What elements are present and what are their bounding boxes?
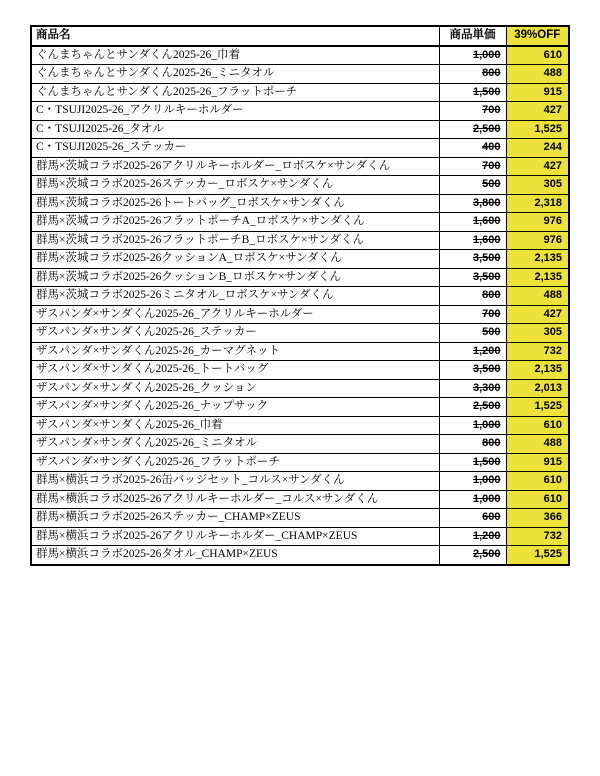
strikethrough-price: 2,500 <box>472 400 501 413</box>
product-name-cell: 群馬×茨城コラボ2025-26トートバッグ_ロボスケ×サンダくん <box>31 194 439 213</box>
unit-price-cell <box>439 139 506 158</box>
table-row <box>31 379 569 398</box>
table-row <box>31 213 569 232</box>
strikethrough-price: 1,500 <box>472 455 501 468</box>
table-row <box>31 435 569 454</box>
unit-price-cell <box>439 120 506 139</box>
unit-price-cell <box>439 250 506 269</box>
product-name-cell: 群馬×茨城コラボ2025-26アクリルキーホルダー_ロボスケ×サンダくん <box>31 157 439 176</box>
unit-price-cell <box>439 379 506 398</box>
strikethrough-price: 3,500 <box>472 252 501 265</box>
unit-price-cell <box>439 398 506 417</box>
table-row <box>31 472 569 491</box>
table-row <box>31 342 569 361</box>
table-row <box>31 546 569 565</box>
product-name-cell: ザスパンダ×サンダくん2025-26_フラットポーチ <box>31 453 439 472</box>
product-name-cell: ザスパンダ×サンダくん2025-26_ミニタオル <box>31 435 439 454</box>
table-row <box>31 194 569 213</box>
unit-price-cell <box>439 46 506 65</box>
table-row <box>31 398 569 417</box>
discount-price-cell: 976 <box>506 231 569 250</box>
table-row <box>31 231 569 250</box>
discount-price-cell: 305 <box>506 176 569 195</box>
table-row <box>31 139 569 158</box>
product-name-cell: 群馬×横浜コラボ2025-26タオル_CHAMP×ZEUS <box>31 546 439 565</box>
discount-price-cell: 732 <box>506 527 569 546</box>
table-row <box>31 324 569 343</box>
discount-price-cell: 976 <box>506 213 569 232</box>
strikethrough-price: 700 <box>482 307 501 320</box>
unit-price-cell <box>439 324 506 343</box>
table-row <box>31 287 569 306</box>
product-name-cell: 群馬×横浜コラボ2025-26アクリルキーホルダー_コルス×サンダくん <box>31 490 439 509</box>
product-name-cell: C・TSUJI2025-26_ステッカー <box>31 139 439 158</box>
unit-price-cell <box>439 102 506 121</box>
strikethrough-price: 800 <box>482 289 501 302</box>
column-header-product-name: 商品名 <box>31 26 439 46</box>
strikethrough-price: 700 <box>482 159 501 172</box>
unit-price-cell <box>439 268 506 287</box>
unit-price-cell <box>439 213 506 232</box>
product-name-cell: ザスパンダ×サンダくん2025-26_クッション <box>31 379 439 398</box>
discount-price-cell: 610 <box>506 490 569 509</box>
product-name-cell: ザスパンダ×サンダくん2025-26_トートバッグ <box>31 361 439 380</box>
strikethrough-price: 400 <box>482 141 501 154</box>
unit-price-cell <box>439 361 506 380</box>
strikethrough-price: 1,600 <box>472 233 501 246</box>
strikethrough-price: 1,000 <box>472 492 501 505</box>
product-name-cell: ぐんまちゃんとサンダくん2025-26_巾着 <box>31 46 439 65</box>
table-row <box>31 157 569 176</box>
discount-price-cell: 610 <box>506 46 569 65</box>
table-row <box>31 120 569 139</box>
discount-price-cell: 610 <box>506 472 569 491</box>
discount-price-cell: 488 <box>506 435 569 454</box>
column-header-unit-price: 商品単価 <box>439 26 506 46</box>
strikethrough-price: 1,000 <box>472 48 501 61</box>
product-name-cell: ザスパンダ×サンダくん2025-26_巾着 <box>31 416 439 435</box>
unit-price-cell <box>439 527 506 546</box>
discount-price-cell: 915 <box>506 453 569 472</box>
table-row <box>31 416 569 435</box>
product-name-cell: ぐんまちゃんとサンダくん2025-26_ミニタオル <box>31 65 439 84</box>
discount-price-cell: 2,135 <box>506 250 569 269</box>
product-name-cell: ぐんまちゃんとサンダくん2025-26_フラットポーチ <box>31 83 439 102</box>
discount-price-cell: 1,525 <box>506 120 569 139</box>
discount-price-cell: 427 <box>506 305 569 324</box>
product-name-cell: 群馬×横浜コラボ2025-26缶バッジセット_コルス×サンダくん <box>31 472 439 491</box>
unit-price-cell <box>439 490 506 509</box>
unit-price-cell <box>439 453 506 472</box>
discount-price-cell: 2,013 <box>506 379 569 398</box>
table-row <box>31 65 569 84</box>
strikethrough-price: 700 <box>482 104 501 117</box>
product-name-cell: 群馬×茨城コラボ2025-26クッションA_ロボスケ×サンダくん <box>31 250 439 269</box>
table-row <box>31 361 569 380</box>
strikethrough-price: 1,000 <box>472 474 501 487</box>
strikethrough-price: 1,500 <box>472 85 501 98</box>
strikethrough-price: 1,000 <box>472 418 501 431</box>
strikethrough-price: 2,500 <box>472 122 501 135</box>
strikethrough-price: 1,600 <box>472 215 501 228</box>
table-body <box>31 46 569 565</box>
discount-price-cell: 427 <box>506 102 569 121</box>
discount-price-cell: 610 <box>506 416 569 435</box>
discount-price-cell: 305 <box>506 324 569 343</box>
strikethrough-price: 800 <box>482 437 501 450</box>
discount-price-cell: 488 <box>506 65 569 84</box>
discount-price-cell: 2,135 <box>506 268 569 287</box>
table-row <box>31 102 569 121</box>
column-header-discount: 39%OFF <box>506 26 569 46</box>
unit-price-cell <box>439 65 506 84</box>
strikethrough-price: 600 <box>482 511 501 524</box>
table-row <box>31 490 569 509</box>
discount-price-cell: 732 <box>506 342 569 361</box>
table-row <box>31 268 569 287</box>
unit-price-cell <box>439 416 506 435</box>
unit-price-cell <box>439 509 506 528</box>
unit-price-cell <box>439 83 506 102</box>
discount-price-cell: 244 <box>506 139 569 158</box>
discount-price-cell: 427 <box>506 157 569 176</box>
unit-price-cell <box>439 176 506 195</box>
discount-price-cell: 2,318 <box>506 194 569 213</box>
strikethrough-price: 800 <box>482 67 501 80</box>
discount-price-cell: 488 <box>506 287 569 306</box>
header-row <box>31 26 569 46</box>
discount-price-cell: 1,525 <box>506 546 569 565</box>
strikethrough-price: 500 <box>482 178 501 191</box>
product-name-cell: ザスパンダ×サンダくん2025-26_カーマグネット <box>31 342 439 361</box>
product-name-cell: 群馬×横浜コラボ2025-26アクリルキーホルダー_CHAMP×ZEUS <box>31 527 439 546</box>
unit-price-cell <box>439 435 506 454</box>
product-name-cell: ザスパンダ×サンダくん2025-26_アクリルキーホルダー <box>31 305 439 324</box>
discount-price-cell: 1,525 <box>506 398 569 417</box>
product-name-cell: C・TSUJI2025-26_アクリルキーホルダー <box>31 102 439 121</box>
unit-price-cell <box>439 231 506 250</box>
strikethrough-price: 1,200 <box>472 529 501 542</box>
price-table <box>30 25 570 566</box>
unit-price-cell <box>439 472 506 491</box>
strikethrough-price: 3,500 <box>472 270 501 283</box>
discount-price-cell: 2,135 <box>506 361 569 380</box>
unit-price-cell <box>439 194 506 213</box>
table-row <box>31 509 569 528</box>
table-row <box>31 453 569 472</box>
unit-price-cell <box>439 157 506 176</box>
unit-price-cell <box>439 546 506 565</box>
unit-price-cell <box>439 305 506 324</box>
product-name-cell: ザスパンダ×サンダくん2025-26_ナップサック <box>31 398 439 417</box>
discount-price-cell: 915 <box>506 83 569 102</box>
table-row <box>31 305 569 324</box>
product-name-cell: 群馬×茨城コラボ2025-26フラットポーチB_ロボスケ×サンダくん <box>31 231 439 250</box>
product-name-cell: C・TSUJI2025-26_タオル <box>31 120 439 139</box>
product-name-cell: 群馬×茨城コラボ2025-26ステッカー_ロボスケ×サンダくん <box>31 176 439 195</box>
product-name-cell: 群馬×茨城コラボ2025-26ミニタオル_ロボスケ×サンダくん <box>31 287 439 306</box>
table-row <box>31 46 569 65</box>
table-row <box>31 250 569 269</box>
table-row <box>31 176 569 195</box>
discount-price-cell: 366 <box>506 509 569 528</box>
product-name-cell: 群馬×茨城コラボ2025-26フラットポーチA_ロボスケ×サンダくん <box>31 213 439 232</box>
strikethrough-price: 3,500 <box>472 363 501 376</box>
product-name-cell: 群馬×横浜コラボ2025-26ステッカー_CHAMP×ZEUS <box>31 509 439 528</box>
strikethrough-price: 1,200 <box>472 344 501 357</box>
product-name-cell: 群馬×茨城コラボ2025-26クッションB_ロボスケ×サンダくん <box>31 268 439 287</box>
table-row <box>31 527 569 546</box>
strikethrough-price: 500 <box>482 326 501 339</box>
product-name-cell: ザスパンダ×サンダくん2025-26_ステッカー <box>31 324 439 343</box>
strikethrough-price: 3,300 <box>472 381 501 394</box>
table-row <box>31 83 569 102</box>
unit-price-cell <box>439 342 506 361</box>
unit-price-cell <box>439 287 506 306</box>
strikethrough-price: 2,500 <box>472 548 501 561</box>
strikethrough-price: 3,800 <box>472 196 501 209</box>
